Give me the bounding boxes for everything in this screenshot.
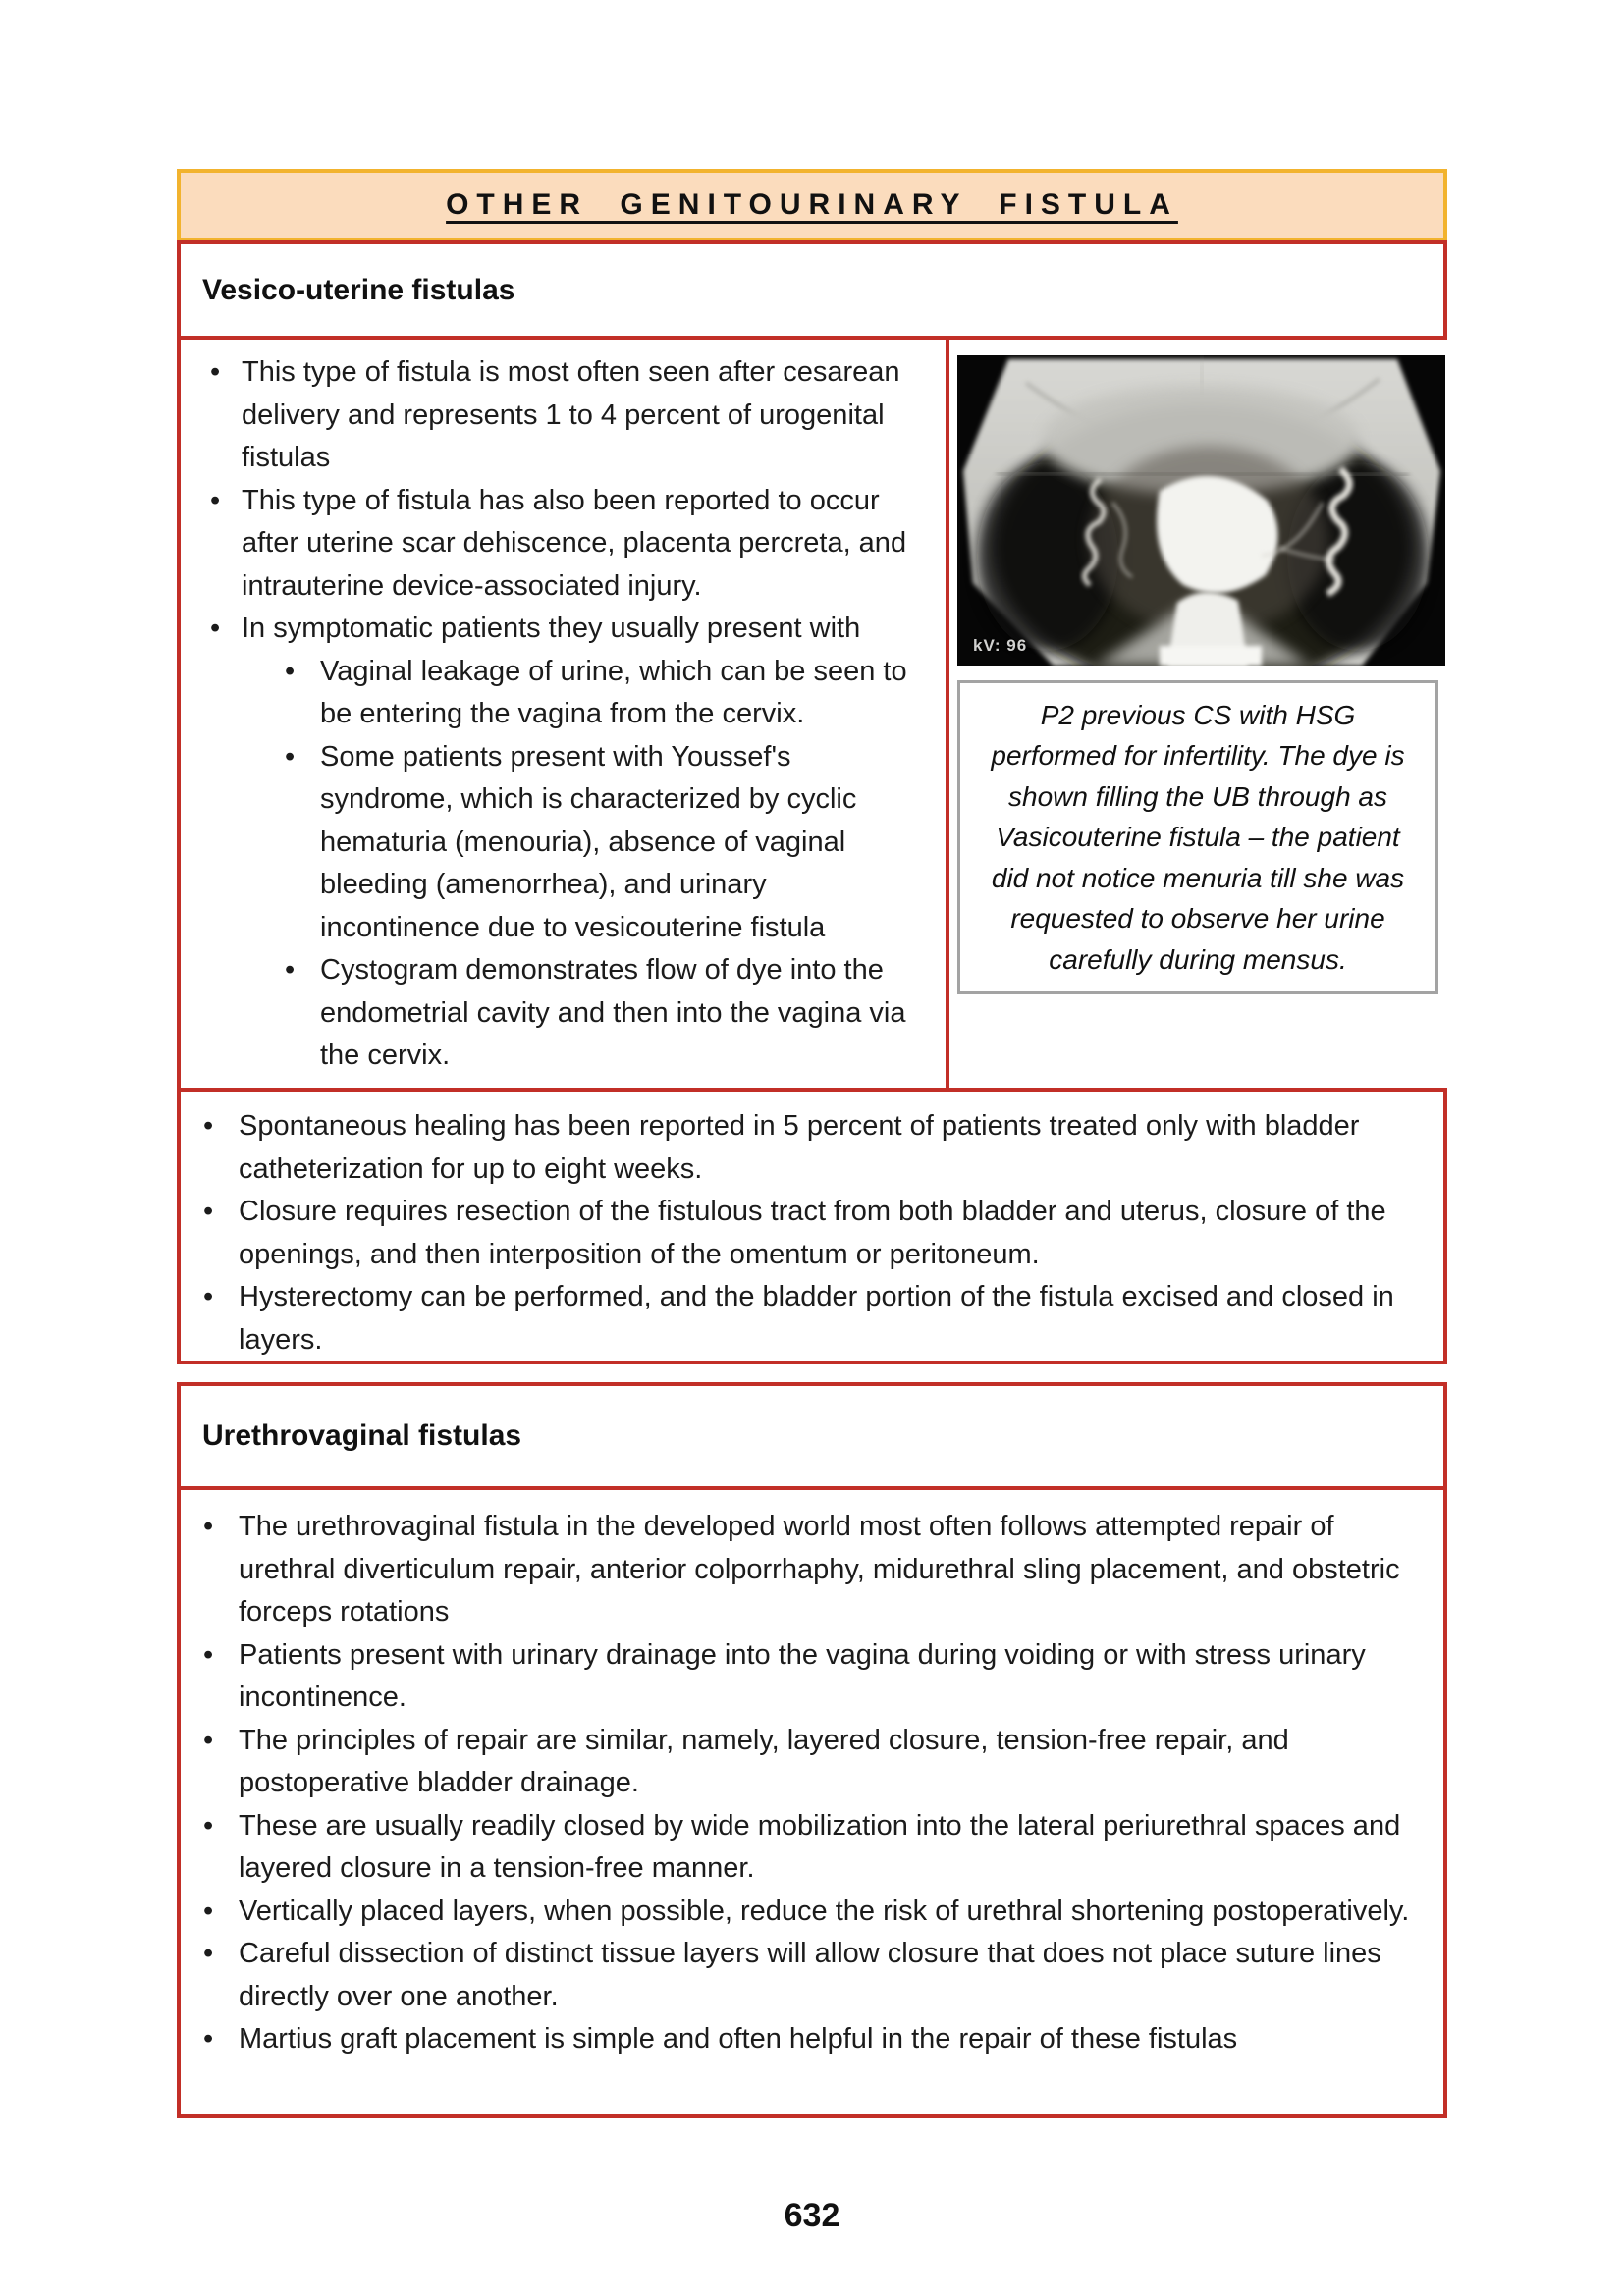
- treatment-bullet-list: [185, 1105, 1420, 1362]
- xray-image: [957, 355, 1445, 666]
- sub-bullet-item: • Some patients present with Youssef's syndrome, which is characterized by cyclic hematuria (menouria), absence of vaginal bleeding (amenorrhea), and urinary incontinence due to vesicouterine fistula: [242, 736, 928, 950]
- xray-illustration: [957, 355, 1445, 666]
- bullet-item: • This type of fistula has also been reported to occur after uterine scar dehiscence, placenta percreta, and intrauterine device-associated injury.: [187, 480, 928, 609]
- xray-kv-label: kV: 96: [973, 636, 1028, 655]
- page-title-banner: [177, 169, 1447, 241]
- bullet-item: • In symptomatic patients they usually present with • Vaginal leakage of urine, which can be seen to be entering the vagina from the cervix. • Some patients present with Youssef's syndrome, which is characterized by cyclic hematuria (menouria), absence of vaginal bleeding (amenorrhea), and urinary incontinence due to vesicouterine fistula • Cystogram demonstrates flow of dye into the endometrial cavity and then into the vagina via the cervix.: [187, 608, 928, 1078]
- section-header-vesico-uterine: [177, 240, 1447, 340]
- bullet-item: • Martius graft placement is simple and often helpful in the repair of these fistulas: [185, 2018, 1420, 2061]
- section-heading-text: Vesico-uterine fistulas: [202, 273, 515, 306]
- bullet-item: • Closure requires resection of the fistulous tract from both bladder and uterus, closure of the openings, and then interposition of the omentum or peritoneum.: [185, 1191, 1420, 1276]
- vesico-bullet-list: [187, 351, 928, 1078]
- bullet-item: • Vertically placed layers, when possible, reduce the risk of urethral shortening postoperatively.: [185, 1891, 1420, 1934]
- bullet-item: • The principles of repair are similar, namely, layered closure, tension-free repair, and postoperative bladder drainage.: [185, 1720, 1420, 1805]
- page-number: 632: [784, 2197, 840, 2234]
- bullet-item: • Patients present with urinary drainage into the vagina during voiding or with stress urinary incontinence.: [185, 1634, 1420, 1720]
- vesico-treatment-box: [177, 1088, 1447, 1364]
- sub-bullet-item: • Vaginal leakage of urine, which can be seen to be entering the vagina from the cervix.: [242, 651, 928, 736]
- bullet-item: • This type of fistula is most often seen after cesarean delivery and represents 1 to 4 percent of urogenital fistulas: [187, 351, 928, 480]
- page-title: OTHER GENITOURINARY FISTULA: [446, 188, 1178, 221]
- urethro-bullet-list: [185, 1506, 1420, 2061]
- sub-bullet-item: • Cystogram demonstrates flow of dye into the endometrial cavity and then into the vagina via the cervix.: [242, 949, 928, 1078]
- bullet-item: • Hysterectomy can be performed, and the bladder portion of the fistula excised and closed in layers.: [185, 1276, 1420, 1362]
- bullet-item: • These are usually readily closed by wide mobilization into the lateral periurethral spaces and layered closure in a tension-free manner.: [185, 1805, 1420, 1891]
- bullet-item: • Spontaneous healing has been reported in 5 percent of patients treated only with bladder catheterization for up to eight weeks.: [185, 1105, 1420, 1191]
- bullet-item: • The urethrovaginal fistula in the developed world most often follows attempted repair of urethral diverticulum repair, anterior colporrhaphy, midurethral sling placement, and obstetric forceps rotations: [185, 1506, 1420, 1634]
- bullet-item: • Careful dissection of distinct tissue layers will allow closure that does not place suture lines directly over one another.: [185, 1933, 1420, 2018]
- section-header-urethrovaginal: [177, 1382, 1447, 1490]
- urethro-bullet-box: [177, 1486, 1447, 2118]
- xray-caption-box: [957, 680, 1438, 994]
- xray-caption-text: P2 previous CS with HSG performed for infertility. The dye is shown filling the UB through as Vasicouterine fistula – the patient did not notice menuria till she was requested to observe her urine carefully during mensus.: [991, 699, 1405, 975]
- section-heading-text: Urethrovaginal fistulas: [202, 1419, 522, 1452]
- vesico-symptoms-box: [177, 336, 949, 1092]
- sub-bullet-list: [242, 651, 928, 1078]
